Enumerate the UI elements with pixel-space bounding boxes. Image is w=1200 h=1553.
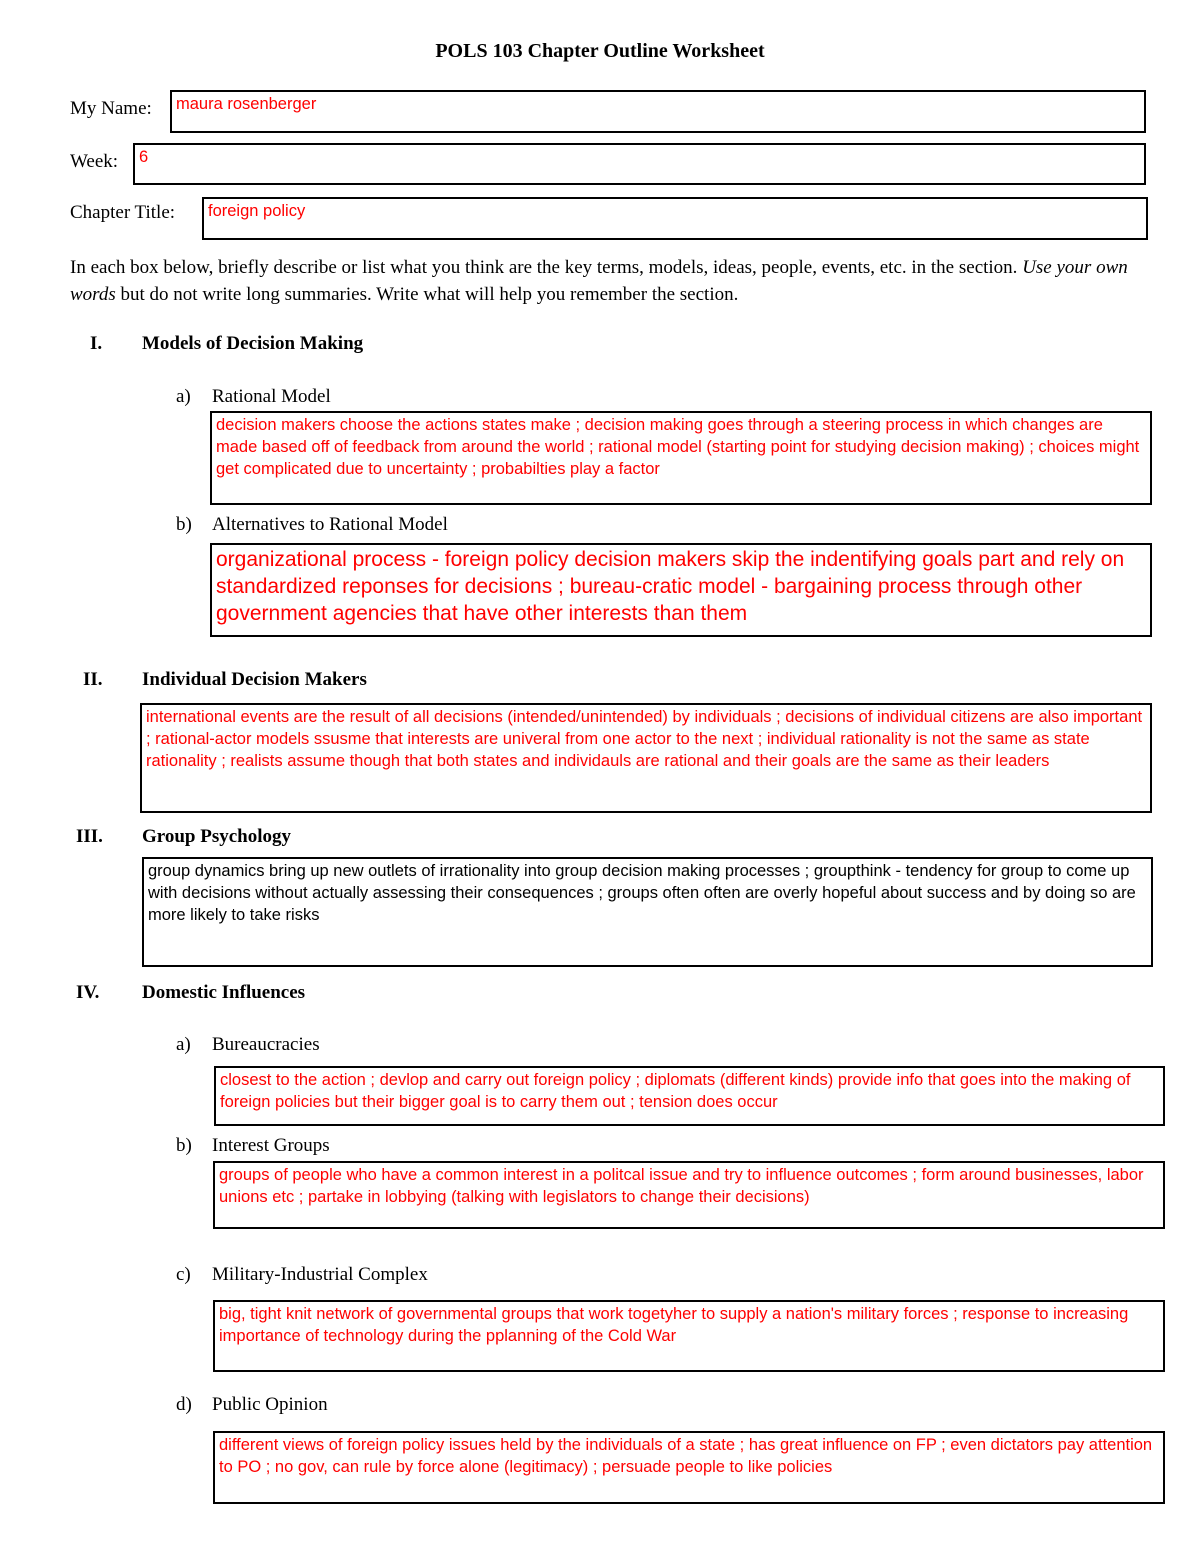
name-label: My Name: — [70, 98, 152, 119]
instructions-emphasis: Use your own words — [70, 257, 1128, 305]
subsection-label: Public Opinion — [212, 1394, 328, 1415]
alternatives-rational-model-answer[interactable]: organizational process - foreign policy decision makers skip the indentifying goals part and rely on standardized reponses for decisions ; bureau-cratic model - bargaining process through other government agencies that have other interests than them — [210, 543, 1152, 637]
section-number: II. — [83, 669, 103, 690]
section-number: IV. — [76, 982, 100, 1003]
rational-model-answer[interactable]: decision makers choose the actions states make ; decision making goes through a steering process in which changes are made based off of feedback from around the world ; rational model (starting point for studying decision making) ; choices might get complicated due to uncertainty ; probabilties play a factor — [210, 411, 1152, 505]
chapter-title-label: Chapter Title: — [70, 202, 176, 223]
section-number: III. — [76, 826, 103, 847]
name-field[interactable]: maura rosenberger — [170, 90, 1146, 133]
section-number: I. — [90, 333, 103, 354]
section-title: Domestic Influences — [142, 982, 306, 1003]
subsection-label: Military-Industrial Complex — [212, 1264, 428, 1285]
instructions — [70, 254, 1150, 308]
section-title: Individual Decision Makers — [142, 669, 367, 690]
subsection-label: Interest Groups — [212, 1135, 330, 1156]
subsection-letter: c) — [176, 1264, 191, 1285]
section-title: Group Psychology — [142, 826, 292, 847]
instructions-part1: In each box below, briefly describe or list what you think are the key terms, models, ideas, people, events, etc. in the section. — [70, 257, 1023, 278]
subsection-letter: b) — [176, 1135, 192, 1156]
group-psychology-answer[interactable]: group dynamics bring up new outlets of irrationality into group decision making processes ; groupthink - tendency for group to come up with decisions without actually assessing their consequences ; groups often often are overly hopeful about success and by doing so are more likely to take risks — [142, 857, 1153, 967]
week-label: Week: — [70, 151, 119, 172]
chapter-title-field[interactable]: foreign policy — [202, 197, 1148, 240]
week-field[interactable]: 6 — [133, 143, 1146, 185]
individual-decision-makers-answer[interactable]: international events are the result of all decisions (intended/unintended) by individuals ; decisions of individual citizens are also important ; rational-actor models ssusme that interests are univeral from one actor to the next ; individual rationality is not the same as state rationality ; realists assume though that both states and individauls are rational and their goals are the same as their leaders — [140, 703, 1152, 813]
military-industrial-complex-answer[interactable]: big, tight knit network of governmental groups that work togetyher to supply a nation's military forces ; response to increasing importance of technology during the pplanning of the Cold War — [213, 1300, 1165, 1372]
interest-groups-answer[interactable]: groups of people who have a common interest in a politcal issue and try to influence outcomes ; form around businesses, labor unions etc ; partake in lobbying (talking with legislators to change their decisions) — [213, 1161, 1165, 1229]
section-title: Models of Decision Making — [142, 333, 364, 354]
bureaucracies-answer[interactable]: closest to the action ; devlop and carry out foreign policy ; diplomats (different kinds) provide info that goes into the making of foreign policies but their bigger goal is to carry them out ; tension does occur — [214, 1066, 1165, 1126]
subsection-label: Rational Model — [212, 386, 331, 407]
subsection-letter: a) — [176, 1034, 191, 1055]
subsection-label: Bureaucracies — [212, 1034, 320, 1055]
page-title: POLS 103 Chapter Outline Worksheet — [435, 40, 765, 62]
subsection-letter: d) — [176, 1394, 192, 1415]
public-opinion-answer[interactable]: different views of foreign policy issues held by the individuals of a state ; has great influence on FP ; even dictators pay attention to PO ; no gov, can rule by force alone (legitimacy) ; persuade people to like policies — [213, 1431, 1165, 1504]
subsection-letter: a) — [176, 386, 191, 407]
subsection-letter: b) — [176, 514, 192, 535]
instructions-part2: but do not write long summaries. Write what will help you remember the section. — [115, 284, 739, 305]
subsection-label: Alternatives to Rational Model — [212, 514, 448, 535]
